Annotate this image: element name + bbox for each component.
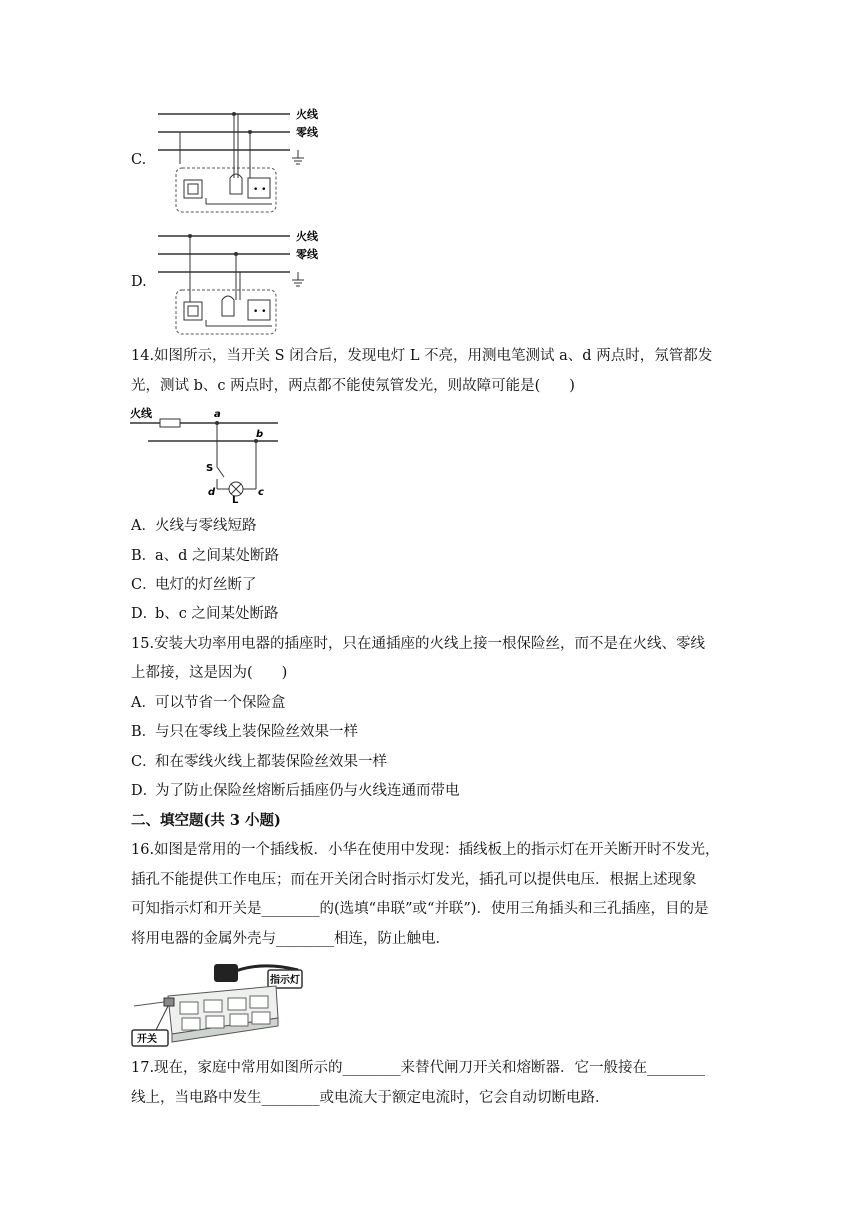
q14-fire-label: 火线: [130, 407, 152, 420]
option-text: 电灯的灯丝断了: [155, 577, 257, 593]
option-text: 为了防止保险丝熔断后插座仍与火线连通而带电: [155, 783, 460, 799]
q14-point-c: c: [258, 487, 264, 498]
q14-option-c[interactable]: [131, 575, 257, 595]
q14-point-d: d: [208, 487, 216, 498]
q16-indicator-label: 指示灯: [270, 975, 300, 986]
q14-lamp-label: L: [232, 495, 239, 503]
svg-text:• •: • •: [253, 185, 267, 195]
q16-stem-line4: 将用电器的金属外壳与________相连，防止触电．: [131, 931, 450, 947]
option-text: 与只在零线上装保险丝效果一样: [155, 724, 358, 740]
q13c-zero-label: 零线: [296, 126, 318, 139]
q14-point-a: a: [214, 409, 221, 420]
q16-stem-line3: 可知指示灯和开关是________的(选填“串联”或“并联”)．使用三角插头和三孔插座，目的是: [131, 901, 709, 917]
q14-circuit-diagram: [128, 403, 284, 503]
q14-option-b[interactable]: [131, 546, 279, 566]
option-text: 可以节省一个保险盒: [155, 695, 286, 711]
q14-stem-line2: 光，测试 b、c 两点时，两点都不能使氖管发光，则故障可能是( ): [131, 378, 575, 394]
q16-stem-line1: 16.如图是常用的一个插线板．小华在使用中发现：插线板上的指示灯在开关断开时不发光，: [131, 842, 720, 858]
option-text: 火线与零线短路: [155, 518, 257, 534]
q13-option-d-label: D.: [131, 274, 147, 290]
q15-stem-line2: 上都接，这是因为( ): [131, 665, 288, 681]
q14-point-b: b: [256, 429, 264, 440]
option-text: b、c 之间某处断路: [155, 606, 279, 622]
q17-stem-line2: 线上，当电路中发生________或电流大于额定电流时，它会自动切断电路．: [131, 1090, 610, 1106]
q13-option-d-diagram: [150, 226, 330, 338]
q15-option-b[interactable]: [131, 722, 358, 742]
q14-switch-label: S: [206, 463, 214, 474]
q14-stem-line1: 14.如图所示，当开关 S 闭合后，发现电灯 L 不亮，用测电笔测试 a、d 两点时，氖管都发: [131, 348, 713, 364]
option-label: C．: [131, 577, 157, 593]
option-label: A．: [131, 518, 156, 534]
option-label: B．: [131, 548, 157, 564]
option-text: a、d 之间某处断路: [155, 548, 280, 564]
q13c-fire-label: 火线: [296, 108, 318, 121]
q16-power-strip-figure: [128, 958, 308, 1048]
q15-option-c[interactable]: [131, 752, 387, 772]
q13-option-c-diagram: [150, 104, 330, 216]
q14-option-a[interactable]: [131, 516, 257, 536]
section-title: 二、填空题(共 3 小题): [131, 812, 281, 829]
option-label: A．: [131, 695, 156, 711]
option-label: C．: [131, 754, 157, 770]
option-label: D．: [131, 606, 158, 622]
q13-option-c-label: C.: [131, 152, 147, 168]
option-label: D．: [131, 783, 158, 799]
svg-text:• •: • •: [253, 307, 267, 317]
q15-option-d[interactable]: [131, 781, 460, 801]
option-text: 和在零线火线上都装保险丝效果一样: [155, 754, 387, 770]
q13d-zero-label: 零线: [296, 248, 318, 261]
q13d-fire-label: 火线: [296, 230, 318, 243]
q15-option-a[interactable]: [131, 693, 286, 713]
option-label: B．: [131, 724, 157, 740]
q14-option-d[interactable]: [131, 604, 279, 624]
q16-switch-label: 开关: [137, 1034, 157, 1045]
q17-stem-line1: 17.现在，家庭中常用如图所示的________来替代闸刀开关和熔断器．它一般接在________: [131, 1060, 706, 1076]
q15-stem-line1: 15.安装大功率用电器的插座时，只在通插座的火线上接一根保险丝，而不是在火线、零线: [131, 636, 706, 652]
q16-stem-line2: 插孔不能提供工作电压；而在开关闭合时指示灯发光，插孔可以提供电压．根据上述现象: [131, 872, 697, 888]
